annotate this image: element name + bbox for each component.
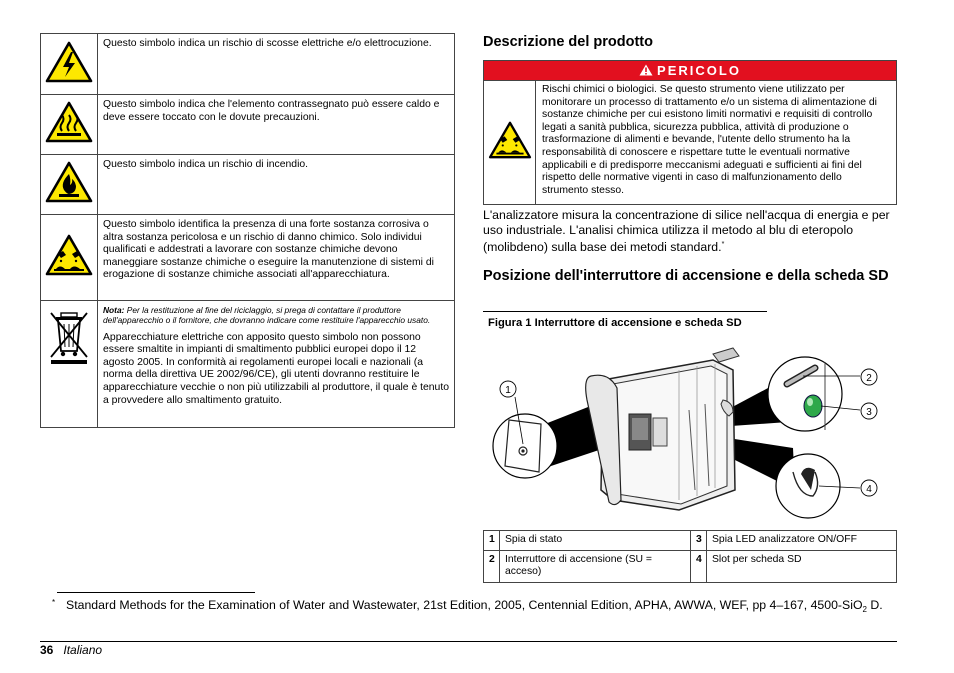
section-divider [483,311,767,312]
symbol-description: Questo simbolo identifica la presenza di una forte sostanza corrosiva o altra sostanza pericolosa e un rischio di danno chimico. Solo individui qualificati e addestrati a lavorare con sostanze chimiche devono maneggiare sostanze chimiche o eseguire la manutenzione di sistemi di erogazione di sostanze chimiche associati all'apparecchiatura. [103,219,434,281]
footnote-reference[interactable]: * [721,240,725,248]
weee-bin-icon [47,309,91,367]
callout-3: 3 [866,407,872,418]
callout-1: 1 [505,385,511,396]
table-row: 1 Spia di stato 3 Spia LED analizzatore ON/OFF [484,531,897,551]
footnote-divider [57,592,255,593]
product-description-text: L'analizzatore misura la concentrazione di silice nell'acqua di energia e per uso industriale. L'analisi chimica utilizza il metodo al blu di eteropolo (molibdeno) sulla base dei metodi standard.* [483,208,890,254]
danger-header [484,61,897,81]
sd-slot-inset [776,454,840,518]
section-title-power-switch: Posizione dell'interruttore di accensione e della scheda SD [483,268,889,284]
symbol-row [41,215,455,301]
figure-legend-table [483,530,897,583]
corrosive-icon [488,121,532,159]
electric-shock-icon [45,41,93,83]
footnote-mark: * [52,598,56,607]
analyzer-figure [483,340,897,526]
footnote: * Standard Methods for the Examination of Water and Wastewater, 21st Edition, 2005, Centennial Edition, APHA, AWWA, WEF, pp 4–167, 4500-SiO$_2$ D. [52,598,883,614]
fire-hazard-icon [45,161,93,203]
symbol-table [40,33,455,428]
status-led-inset [493,414,557,478]
recycling-note: Nota: Per la restituzione al fine del riciclaggio, si prega di contattare il produttore dell'apparecchio o il fornitore, che dovranno indicare come restituire l'apparecchio usato. [103,305,431,326]
footer-divider [40,641,897,642]
figure-caption: Figura 1 Interruttore di accensione e scheda SD [488,317,742,329]
section-title-description: Descrizione del prodotto [483,34,653,50]
symbol-row [41,34,455,95]
power-switch-inset [768,357,842,431]
danger-description: Rischi chimici o biologici. Se questo strumento viene utilizzato per monitorare un processo di trattamento e/o un sistema di alimentazione di sostanze chimiche per cui esistono limiti normativi e requisiti di controllo legati a sanità pubblica, sicurezza pubblica, attività di produzione o trasformazione di alimenti e bevande, l'utente dello strumento ha la responsabilità di conoscere e rispettare tutte le eventuali normative applicabili e di predisporre meccanismi adeguati e sufficienti ai fini del rispetto delle normative vigenti in caso di malfunzionamento dello strumento stesso. [536,81,897,205]
warning-triangle-icon [639,64,653,76]
page-footer [40,643,102,657]
corrosive-icon [45,234,93,276]
symbol-description: Questo simbolo indica un rischio di incendio. [103,159,309,170]
symbol-row [41,155,455,215]
callout-2: 2 [866,373,872,384]
danger-label: PERICOLO [657,63,741,78]
danger-box [483,60,897,205]
page-number: 36 [40,643,54,657]
symbol-description: Questo simbolo indica che l'elemento contrassegnato può essere caldo e deve essere toccato con le dovute precauzioni. [103,99,440,123]
symbol-description: Questo simbolo indica un rischio di scosse elettriche e/o elettrocuzione. [103,38,432,49]
table-row: 2 Interruttore di accensione (SU = acceso) 4 Slot per scheda SD [484,550,897,582]
symbol-row [41,301,455,428]
symbol-description: Apparecchiature elettriche con apposito questo simbolo non possono essere smaltite in impianti di smaltimento pubblici europei dopo il 12 agosto 2005. In conformità ai regolamenti europei locali e nazionali (a norma della direttiva UE 2002/96/CE), gli utenti dovranno restituire le apparecchiature vecchie o non più utilizzabili al produttore, il quale è tenuto a provvedere allo smaltimento gratuito. [103,331,449,406]
footer-language: Italiano [63,643,103,657]
callout-4: 4 [866,484,872,495]
symbol-row [41,95,455,155]
hot-surface-icon [45,101,93,143]
